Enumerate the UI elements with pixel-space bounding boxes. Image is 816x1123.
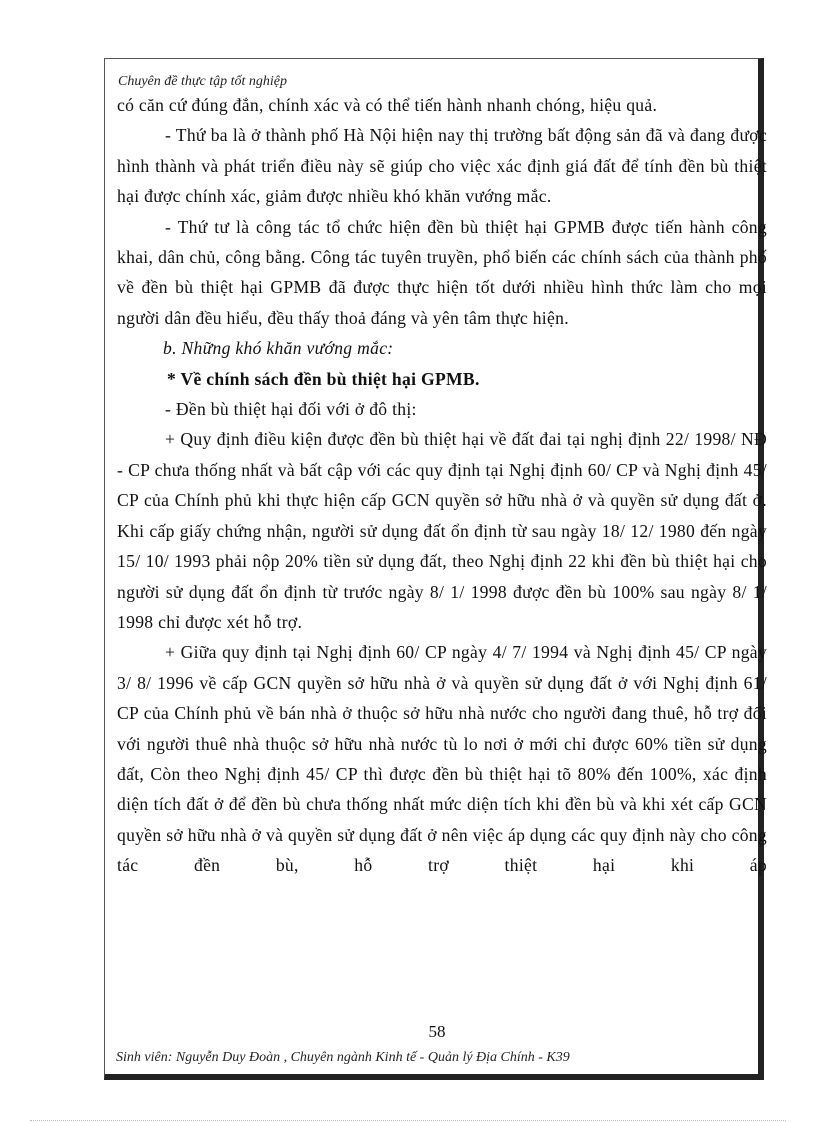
paragraph-urban-compensation: - Đền bù thiệt hại đối với ở đô thị: [165,399,417,420]
subheading-difficulties: b. Những khó khăn vướng mắc: [163,338,394,359]
running-header: Chuyên đề thực tập tốt nghiệp [118,74,287,89]
document-body [117,90,767,881]
running-footer: Sinh viên: Nguyễn Duy Đoàn , Chuyên ngành Kinh tế - Quản lý Địa Chính - K39 [116,1050,570,1065]
paragraph-fourth-point: - Thứ tư là công tác tổ chức hiện đền bù thiệt hại GPMB được tiến hành công khai, dân chủ, công bằng. Công tác tuyên truyền, phổ biến các chính sách của thành phố về đền bù thiệt hại GPMB đã được thực hiện tốt dưới nhiều hình thức làm cho mọi người dân đều hiểu, đều thấy thoả đáng và yên tâm thực hiện. [117,216,767,328]
paragraph-decree-22: + Quy định điều kiện được đền bù thiệt hại về đất đai tại nghị định 22/ 1998/ NĐ - CP chưa thống nhất và bất cập với các quy định tại Nghị định 60/ CP và Nghị định 45/ CP của Chính phủ khi thực hiện cấp GCN quyền sở hữu nhà ở và quyền sử dụng đất ở. Khi cấp giấy chứng nhận, người sử dụng đất ổn định từ sau ngày 18/ 12/ 1980 đến ngày 15/ 10/ 1993 phải nộp 20% tiền sử dụng đất, theo Nghị định 22 khi đền bù thiệt hại cho người sử dụng đất ổn định từ trước ngày 8/ 1/ 1998 được đền bù 100% sau ngày 8/ 1/ 1998 chỉ được xét hỗ trợ. [117,429,767,632]
paragraph-third-point: - Thứ ba là ở thành phố Hà Nội hiện nay thị trường bất động sản đã và đang được hình thành và phát triển điều này sẽ giúp cho việc xác định giá đất để tính đền bù thiệt hại được chính xác, giảm được nhiều khó khăn vướng mắc. [117,125,767,207]
page-number: 58 [428,1022,446,1041]
heading-compensation-policy: * Về chính sách đền bù thiệt hại GPMB. [167,368,480,389]
page-separator [30,1120,786,1121]
paragraph-decree-60: + Giữa quy định tại Nghị định 60/ CP ngày 4/ 7/ 1994 và Nghị định 45/ CP ngày 3/ 8/ 1996 về cấp GCN quyền sở hữu nhà ở và quyền sử dụng đất ở với Nghị định 61/ CP của Chính phủ về bán nhà ở thuộc sở hữu nhà nước cho người đang thuê, hỗ trợ đối với người thuê nhà thuộc sở hữu nhà nước tù lo nơi ở mới chỉ được 60% tiền sử dụng đất, Còn theo Nghị định 45/ CP thì được đền bù thiệt hại tõ 80% đến 100%, xác định diện tích đất ở để đền bù chưa thống nhất mức diện tích khi đền bù và khi xét cấp GCN quyền sở hữu nhà ở và quyền sử dụng đất ở nên việc áp dụng các quy định này cho công tác đền bù, hỗ trợ thiệt hại khi áp [117,642,767,876]
paragraph-continuation: có căn cứ đúng đắn, chính xác và có thể tiến hành nhanh chóng, hiệu quả. [117,95,658,115]
